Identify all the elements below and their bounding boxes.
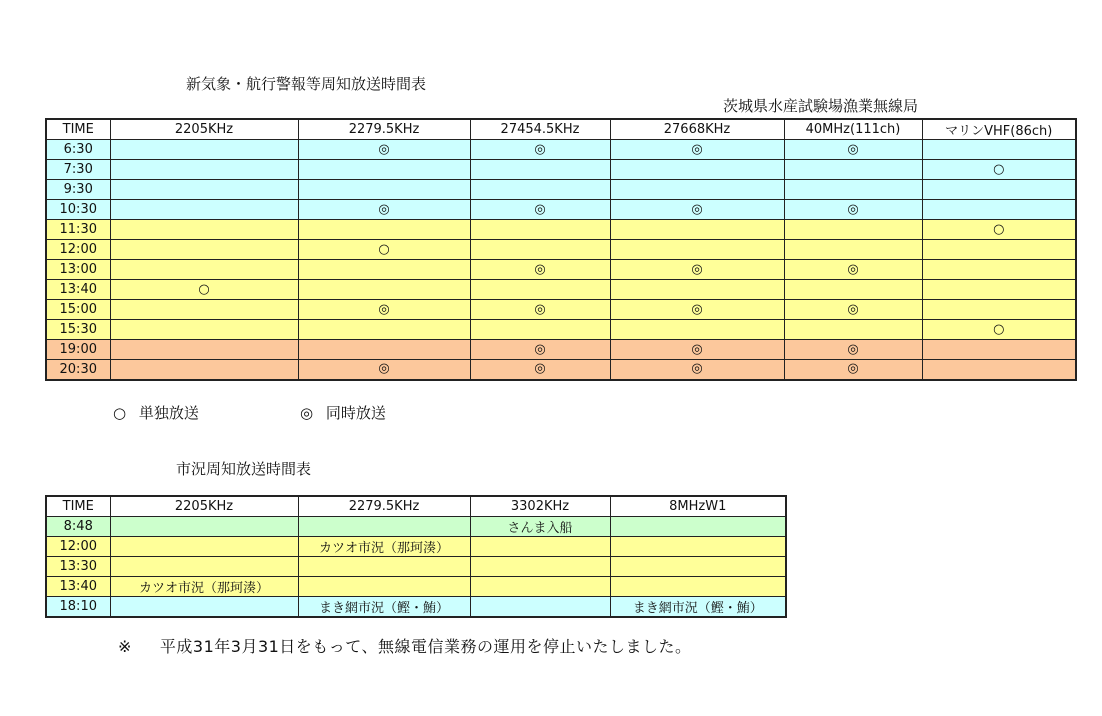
schedule-cell [610,180,784,200]
schedule-cell [470,160,610,180]
schedule-cell [610,576,786,596]
schedule-cell: ◎ [470,340,610,360]
schedule-cell: ◎ [784,360,922,380]
schedule-cell: ◎ [610,300,784,320]
schedule-cell: ◎ [610,200,784,220]
table-row [46,536,786,556]
time-cell: 9:30 [46,180,110,200]
schedule-cell [922,200,1076,220]
time-cell: 18:10 [46,596,110,617]
column-header: 40MHz(111ch) [784,119,922,140]
column-header: TIME [46,496,110,516]
column-header: 2279.5KHz [298,119,470,140]
schedule-cell [110,516,298,536]
schedule-cell: ◎ [610,140,784,160]
column-header: 2279.5KHz [298,496,470,516]
note-symbol: ※ [118,637,132,656]
schedule-cell: まき網市況（鰹・鮪） [610,596,786,617]
legend-simultaneous [300,402,386,423]
single-broadcast-label: 単独放送 [138,404,199,422]
schedule-cell [470,536,610,556]
column-header: 27454.5KHz [470,119,610,140]
table-row [46,200,1076,220]
table-row [46,300,1076,320]
time-cell: 11:30 [46,220,110,240]
schedule-cell: さんま入船 [470,516,610,536]
schedule-cell [110,320,298,340]
table-row [46,160,1076,180]
schedule-cell [298,340,470,360]
time-cell: 13:30 [46,556,110,576]
table-row [46,280,1076,300]
time-cell: 20:30 [46,360,110,380]
column-header: 2205KHz [110,496,298,516]
time-cell: 13:00 [46,260,110,280]
schedule-cell [298,516,470,536]
time-cell: 10:30 [46,200,110,220]
schedule-cell [610,240,784,260]
schedule-cell [922,180,1076,200]
table-row [46,556,786,576]
legend-single [113,402,199,423]
schedule-cell [922,340,1076,360]
service-end-note [118,634,692,657]
schedule-cell [110,140,298,160]
schedule-cell [110,260,298,280]
schedule-cell [922,240,1076,260]
schedule-cell [610,536,786,556]
schedule-cell: ◎ [610,260,784,280]
market-broadcast-table [45,495,787,618]
schedule-cell: ◎ [470,300,610,320]
schedule-cell [784,240,922,260]
note-text: 平成31年3月31日をもって、無線電信業務の運用を停止いたしました。 [159,637,692,656]
column-header: 8MHzW1 [610,496,786,516]
table-row [46,180,1076,200]
schedule-cell [110,160,298,180]
time-cell: 8:48 [46,516,110,536]
warning-broadcast-table [45,118,1077,381]
market-schedule-title: 市況周知放送時間表 [176,460,312,478]
schedule-cell [784,220,922,240]
schedule-cell [610,556,786,576]
schedule-cell [298,220,470,240]
schedule-cell [298,180,470,200]
schedule-cell: ◎ [784,140,922,160]
column-header: 3302KHz [470,496,610,516]
schedule-cell [110,180,298,200]
single-broadcast-symbol: ○ [113,404,127,422]
schedule-cell [610,516,786,536]
schedule-cell [298,280,470,300]
column-header: 2205KHz [110,119,298,140]
table-row [46,360,1076,380]
table-row [46,320,1076,340]
schedule-cell [298,576,470,596]
schedule-cell: ◎ [784,260,922,280]
schedule-cell: ◎ [298,140,470,160]
schedule-cell [922,360,1076,380]
schedule-cell: まき網市況（鰹・鮪） [298,596,470,617]
schedule-cell [784,280,922,300]
schedule-cell: ◎ [784,200,922,220]
schedule-cell [470,180,610,200]
schedule-cell: ◎ [470,260,610,280]
schedule-cell: ◎ [470,360,610,380]
schedule-cell [470,240,610,260]
table-row [46,516,786,536]
time-cell: 19:00 [46,340,110,360]
schedule-cell [922,140,1076,160]
schedule-cell [922,260,1076,280]
schedule-cell [298,160,470,180]
column-header: TIME [46,119,110,140]
time-cell: 12:00 [46,536,110,556]
table-row [46,240,1076,260]
schedule-cell [784,160,922,180]
schedule-cell: ◎ [784,300,922,320]
schedule-cell [110,360,298,380]
table-row [46,596,786,617]
schedule-cell [298,320,470,340]
schedule-cell [610,220,784,240]
schedule-cell [298,260,470,280]
schedule-cell [110,220,298,240]
station-name: 茨城県水産試験場漁業無線局 [723,97,919,115]
schedule-cell [298,556,470,576]
schedule-cell: ◎ [470,200,610,220]
schedule-cell [110,556,298,576]
schedule-cell [610,320,784,340]
schedule-cell: ○ [922,220,1076,240]
schedule-cell [610,280,784,300]
table-row [46,340,1076,360]
schedule-cell: ◎ [470,140,610,160]
schedule-cell [110,200,298,220]
time-cell: 15:00 [46,300,110,320]
schedule-cell: ◎ [784,340,922,360]
schedule-cell [610,160,784,180]
column-header: マリンVHF(86ch) [922,119,1076,140]
broadcast-schedule-title: 新気象・航行警報等周知放送時間表 [186,75,427,93]
simultaneous-broadcast-symbol: ◎ [300,404,314,422]
schedule-cell [110,340,298,360]
schedule-cell [784,320,922,340]
schedule-cell: ◎ [298,360,470,380]
table-row [46,220,1076,240]
schedule-cell: ○ [110,280,298,300]
schedule-cell [470,576,610,596]
schedule-cell: ◎ [610,340,784,360]
schedule-cell [110,596,298,617]
schedule-cell: ◎ [610,360,784,380]
time-cell: 13:40 [46,576,110,596]
table-row [46,576,786,596]
schedule-cell [922,280,1076,300]
schedule-cell: ○ [922,320,1076,340]
simultaneous-broadcast-label: 同時放送 [325,404,386,422]
schedule-cell: ○ [922,160,1076,180]
schedule-cell [470,280,610,300]
time-cell: 15:30 [46,320,110,340]
schedule-cell [110,536,298,556]
schedule-cell: ◎ [298,300,470,320]
column-header: 27668KHz [610,119,784,140]
table-row [46,260,1076,280]
schedule-cell: ◎ [298,200,470,220]
schedule-cell [784,180,922,200]
table-row [46,140,1076,160]
schedule-cell [470,596,610,617]
schedule-cell: ○ [298,240,470,260]
schedule-cell [470,220,610,240]
time-cell: 13:40 [46,280,110,300]
schedule-cell: カツオ市況（那珂湊） [298,536,470,556]
time-cell: 6:30 [46,140,110,160]
schedule-cell [110,240,298,260]
schedule-cell [470,320,610,340]
schedule-cell: カツオ市況（那珂湊） [110,576,298,596]
schedule-cell [470,556,610,576]
time-cell: 7:30 [46,160,110,180]
schedule-cell [922,300,1076,320]
time-cell: 12:00 [46,240,110,260]
schedule-cell [110,300,298,320]
